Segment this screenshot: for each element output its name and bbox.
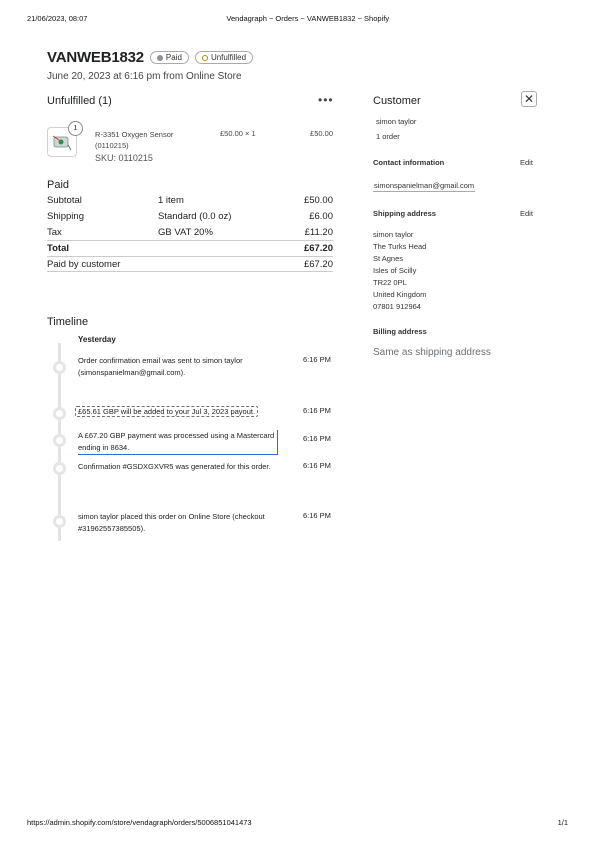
print-footer: [27, 818, 568, 827]
print-url: https://admin.shopify.com/store/vendagraph/orders/5006851041473: [27, 818, 252, 827]
paid-dot-icon: [157, 55, 163, 61]
print-datetime: 21/06/2023, 08:07: [27, 14, 88, 23]
row-label: Shipping: [47, 210, 84, 222]
print-header: [27, 14, 568, 23]
paid-by-customer-row: [47, 256, 333, 272]
print-page-number: 1/1: [557, 818, 568, 827]
shipping-row: [47, 208, 333, 224]
remove-customer-button[interactable]: [521, 91, 537, 107]
row-amount: £11.20: [304, 226, 333, 238]
unfulfilled-title: Unfulfilled (1): [47, 95, 112, 107]
ellipsis-icon: •••: [318, 93, 334, 107]
timeline-dot-icon: [53, 434, 66, 447]
address-line: The Turks Head: [373, 242, 427, 251]
customer-email-link[interactable]: simonspanielman@gmail.com: [374, 181, 475, 190]
timeline-event: [0, 355, 340, 377]
product-image-icon: [51, 131, 73, 153]
address-line: simon taylor: [373, 230, 414, 239]
row-amount: £50.00: [303, 194, 333, 206]
order-subtitle: June 20, 2023 at 6:16 pm from Online Store: [47, 71, 242, 82]
order-header: [47, 49, 253, 66]
billing-address-text: Same as shipping address: [373, 347, 491, 358]
timeline-event-text[interactable]: A £67.20 GBP payment was processed using a Mastercard ending in 8634.: [78, 430, 278, 455]
timeline-event: [0, 406, 340, 420]
row-label: Total: [47, 243, 69, 254]
product-sku: SKU: 0110215: [95, 153, 153, 163]
payment-status-label: Paid: [165, 53, 182, 62]
address-line: St Agnes: [373, 254, 404, 263]
timeline-dot-icon: [53, 462, 66, 475]
timeline-event: [0, 430, 340, 452]
address-line: TR22 0PL: [373, 278, 407, 287]
timeline-event: [0, 511, 340, 533]
row-amount: £67.20: [303, 258, 333, 270]
print-title: Vendagraph ~ Orders ~ VANWEB1832 ~ Shopify: [226, 14, 390, 23]
total-row: [47, 240, 333, 256]
shipping-address-title: Shipping address: [373, 209, 436, 218]
fulfillment-status-label: Unfulfilled: [210, 53, 247, 62]
product-name-link[interactable]: R-3351 Oxygen Sensor (0110215): [95, 130, 174, 150]
subtotal-row: [47, 192, 333, 208]
quantity-badge: 1: [68, 121, 83, 136]
payment-status-badge: [150, 51, 189, 64]
customer-orders-link[interactable]: 1 order: [376, 132, 400, 141]
address-line: United Kingdom: [373, 290, 427, 299]
timeline-event-time: 6:16 PM: [303, 434, 331, 443]
row-amount: £6.00: [309, 210, 333, 222]
row-detail: GB VAT 20%: [158, 226, 213, 238]
timeline-dot-icon: [53, 407, 66, 420]
row-detail: 1 item: [158, 194, 184, 206]
tax-row: [47, 224, 333, 240]
row-label: Tax: [47, 226, 62, 238]
payment-summary: [47, 192, 333, 272]
timeline-event-time: 6:16 PM: [303, 461, 331, 470]
timeline-event-text: Confirmation #GSDXGXVR5 was generated for this order.: [78, 462, 271, 471]
more-actions-button[interactable]: [318, 93, 334, 107]
unit-price-quantity: £50.00 × 1: [220, 129, 256, 138]
timeline-title: Timeline: [47, 316, 89, 328]
timeline-date: Yesterday: [78, 335, 116, 344]
address-line: 07801 912964: [373, 302, 421, 311]
timeline-event-time: 6:16 PM: [303, 406, 331, 415]
timeline-dot-icon: [53, 361, 66, 374]
line-total: £50.00: [310, 129, 333, 138]
row-amount: £67.20: [303, 243, 333, 254]
timeline-dot-icon: [53, 515, 66, 528]
line-item: [47, 127, 333, 167]
timeline-event-text: simon taylor placed this order on Online Store (checkout #31962557385505).: [78, 512, 265, 533]
address-line: Isles of Scilly: [373, 266, 417, 275]
timeline-event-time: 6:16 PM: [303, 511, 331, 520]
row-label: Paid by customer: [47, 258, 121, 270]
timeline-event-text[interactable]: £65.61 GBP will be added to your Jul 3, 2023 payout.: [75, 406, 258, 417]
edit-contact-button[interactable]: Edit: [520, 158, 533, 167]
customer-name-link[interactable]: simon taylor: [376, 117, 417, 126]
row-label: Subtotal: [47, 194, 82, 206]
unfulfilled-dot-icon: [202, 55, 208, 61]
edit-shipping-button[interactable]: Edit: [520, 209, 533, 218]
customer-title: Customer: [373, 95, 421, 107]
billing-address-title: Billing address: [373, 327, 427, 336]
contact-info-title: Contact information: [373, 158, 445, 167]
timeline-event-text: Order confirmation email was sent to simon taylor (simonspanielman@gmail.com).: [78, 356, 243, 377]
row-detail: Standard (0.0 oz): [158, 210, 232, 222]
fulfillment-status-badge: [195, 51, 253, 64]
payment-title: Paid: [47, 179, 70, 191]
shipping-address: [373, 229, 426, 313]
close-icon: ✕: [523, 92, 535, 106]
order-name: VANWEB1832: [47, 49, 144, 66]
timeline-event-time: 6:16 PM: [303, 355, 331, 364]
timeline-event: [0, 461, 340, 475]
